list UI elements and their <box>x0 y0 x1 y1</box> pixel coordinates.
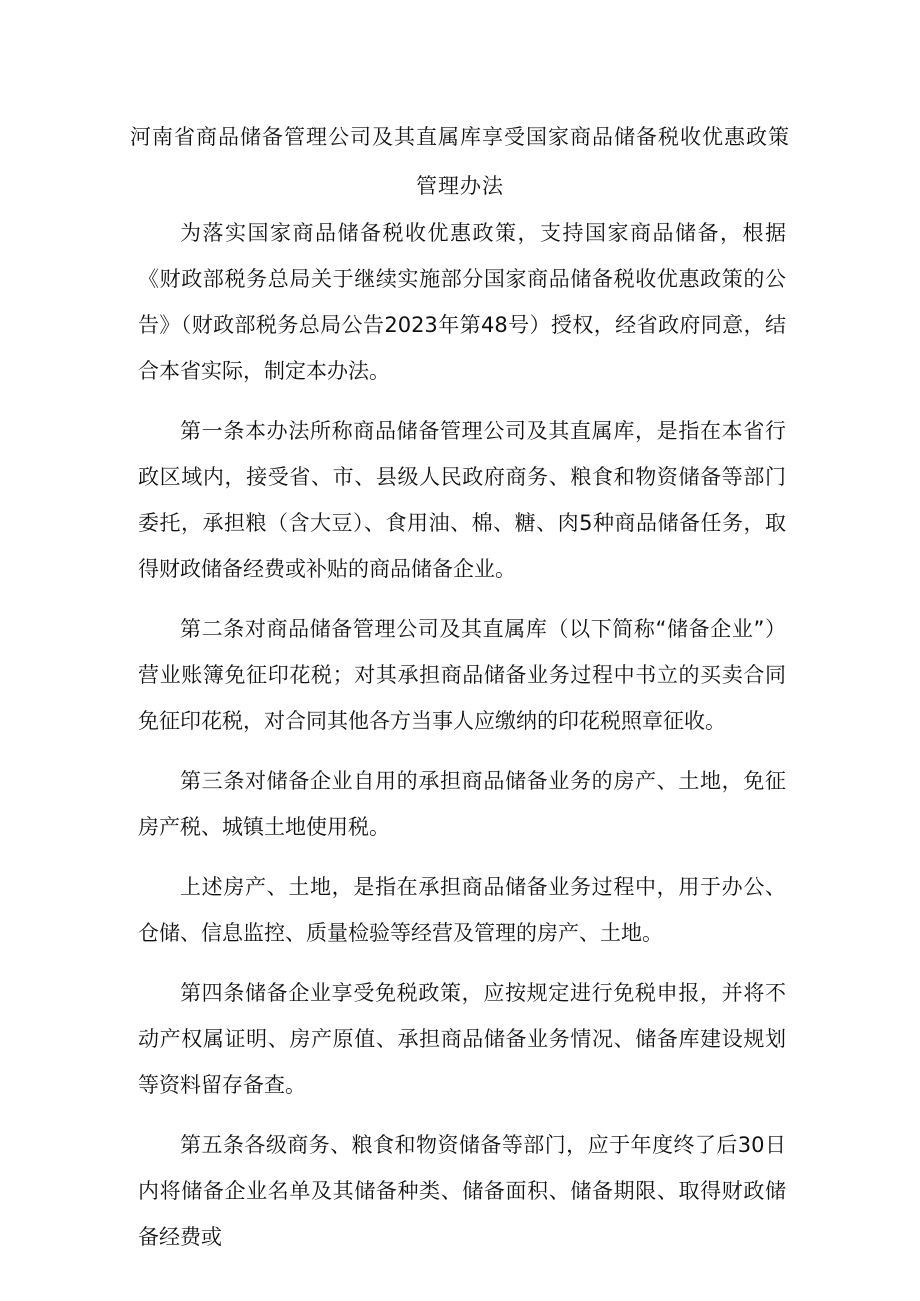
document-title-line-1: 河南省商品储备管理公司及其直属库享受国家商品储备税收优惠政策 <box>130 125 790 149</box>
paragraph-article-3-detail: 上述房产、土地，是指在承担商品储备业务过程中，用于办公、仓储、信息监控、质量检验等经营及管理的房产、土地。 <box>138 875 786 945</box>
document-body <box>138 210 786 1274</box>
paragraph-article-4: 第四条储备企业享受免税政策，应按规定进行免税申报，并将不动产权属证明、房产原值、承担商品储备业务情况、储备库建设规划等资料留存备查。 <box>138 981 786 1097</box>
document-title-line-2: 管理办法 <box>416 174 504 198</box>
paragraph-preamble: 为落实国家商品储备税收优惠政策，支持国家商品储备，根据《财政部税务总局关于继续实施部分国家商品储备税收优惠政策的公告》（财政部税务总局公告2023年第48号）授权，经省政府同意，结合本省实际，制定本办法。 <box>138 221 786 383</box>
paragraph-article-1: 第一条本办法所称商品储备管理公司及其直属库，是指在本省行政区域内，接受省、市、县级人民政府商务、粮食和物资储备等部门委托，承担粮（含大豆）、食用油、棉、糖、肉5种商品储备任务，取得财政储备经费或补贴的商品储备企业。 <box>138 419 786 581</box>
paragraph-article-5: 第五条各级商务、粮食和物资储备等部门，应于年度终了后30日内将储备企业名单及其储备种类、储备面积、储备期限、取得财政储备经费或 <box>138 1133 786 1249</box>
paragraph-article-3: 第三条对储备企业自用的承担商品储备业务的房产、土地，免征房产税、城镇土地使用税。 <box>138 769 786 839</box>
paragraph-article-2: 第二条对商品储备管理公司及其直属库（以下简称“储备企业”）营业账簿免征印花税；对其承担商品储备业务过程中书立的买卖合同免征印花税，对合同其他各方当事人应缴纳的印花税照章征收。 <box>138 617 786 733</box>
